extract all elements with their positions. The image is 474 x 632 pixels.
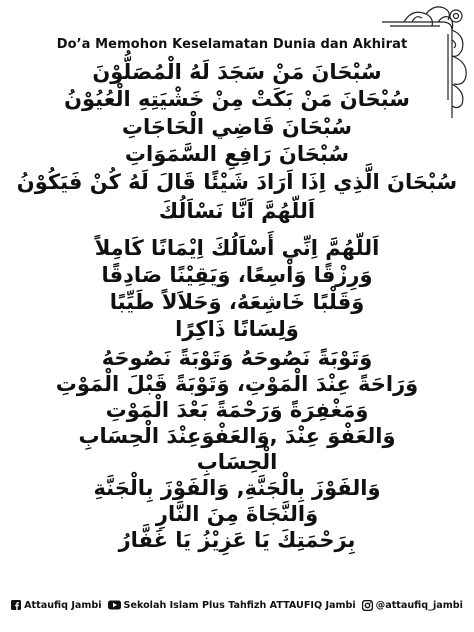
dua-line-12: وَرَاحَةً عِنْدَ الْمَوْتِ، وَتَوْبَةً قَبْلَ الْمَوْتِ <box>55 372 419 396</box>
dua-line-15: الْحِسَابِ <box>196 450 278 474</box>
youtube-link[interactable] <box>108 600 356 611</box>
dua-line-11: وَتَوْبَةً نَصُوحَهُ وَتَوْبَةً نَصُوحَهُ <box>101 346 373 370</box>
dua-line-5: سُبْحَانَ الَّذِي اِذَا اَرَادَ شَيْئًا قَالَ لَهُ كُنْ فَيَكُوْنُ <box>16 170 458 194</box>
dua-line-8: وَرِزْقًا وَاْسِعًا، وَيَقِيْنًا صَادِقًا <box>101 263 373 287</box>
dua-line-7: اَللّهُمَّ اِنِّي أَسْاَلُكَ اِيْمَانًا كَامِلاً <box>94 236 380 260</box>
instagram-link[interactable] <box>362 600 463 611</box>
dua-line-16: وَالفَوْزَ بِالْجَنَّةِ, وَالفَوْزَ بِالْجَنَّةِ <box>93 476 381 500</box>
dua-line-10: وَلِسَانًا ذَاكِرًا <box>175 317 299 341</box>
dua-line-4: سُبْحَانَ رَافِعِ السَّمَوَاتِ <box>124 142 350 166</box>
dua-line-18: بِرَحْمَتِكَ يَا عَزِيْزُ يَا غَفَّارُ <box>118 528 356 552</box>
page-title: Do’a Memohon Keselamatan Dunia dan Akhirat <box>56 37 408 52</box>
instagram-label: @attaufiq_jambi <box>375 599 463 611</box>
youtube-label: Sekolah Islam Plus Tahfizh ATTAUFIQ Jambi <box>123 599 356 611</box>
facebook-label: Attaufiq Jambi <box>24 599 102 611</box>
dua-line-2: سُبْحَانَ مَنْ بَكَتْ مِنْ خَشْيَتِهِ الْعُيُوْنُ <box>64 87 410 111</box>
dua-line-6: اَللّهُمَّ اَنَّا نَسْاَلُكَ <box>158 199 316 223</box>
dua-line-14: وَالعَفْوَ عِنْدَ ,وَالعَفْوَعِنْدَ الْحِسَابِ <box>78 424 396 448</box>
youtube-icon <box>108 600 121 610</box>
instagram-icon <box>362 600 373 611</box>
dua-line-13: وَمَغْفِرَةً وَرَحْمَةً بَعْدَ الْمَوْتِ <box>105 398 369 422</box>
dua-line-1: سُبْحَانَ مَنْ سَجَدَ لَهُ الْمُصَلُّوْنَ <box>92 60 382 84</box>
facebook-icon <box>11 600 21 610</box>
dua-line-3: سُبْحَانَ قَاضِي الْحَاجَاتِ <box>121 115 353 139</box>
dua-line-17: وَالنَّجَاةَ مِنَ النَّارِ <box>155 502 319 526</box>
facebook-link[interactable] <box>11 600 101 611</box>
footer-social-bar <box>2 594 472 616</box>
dua-line-9: وَقَلْبًا خَاشِعَهُ، وَحَلاَلاً طَيِّبًا <box>109 290 365 314</box>
